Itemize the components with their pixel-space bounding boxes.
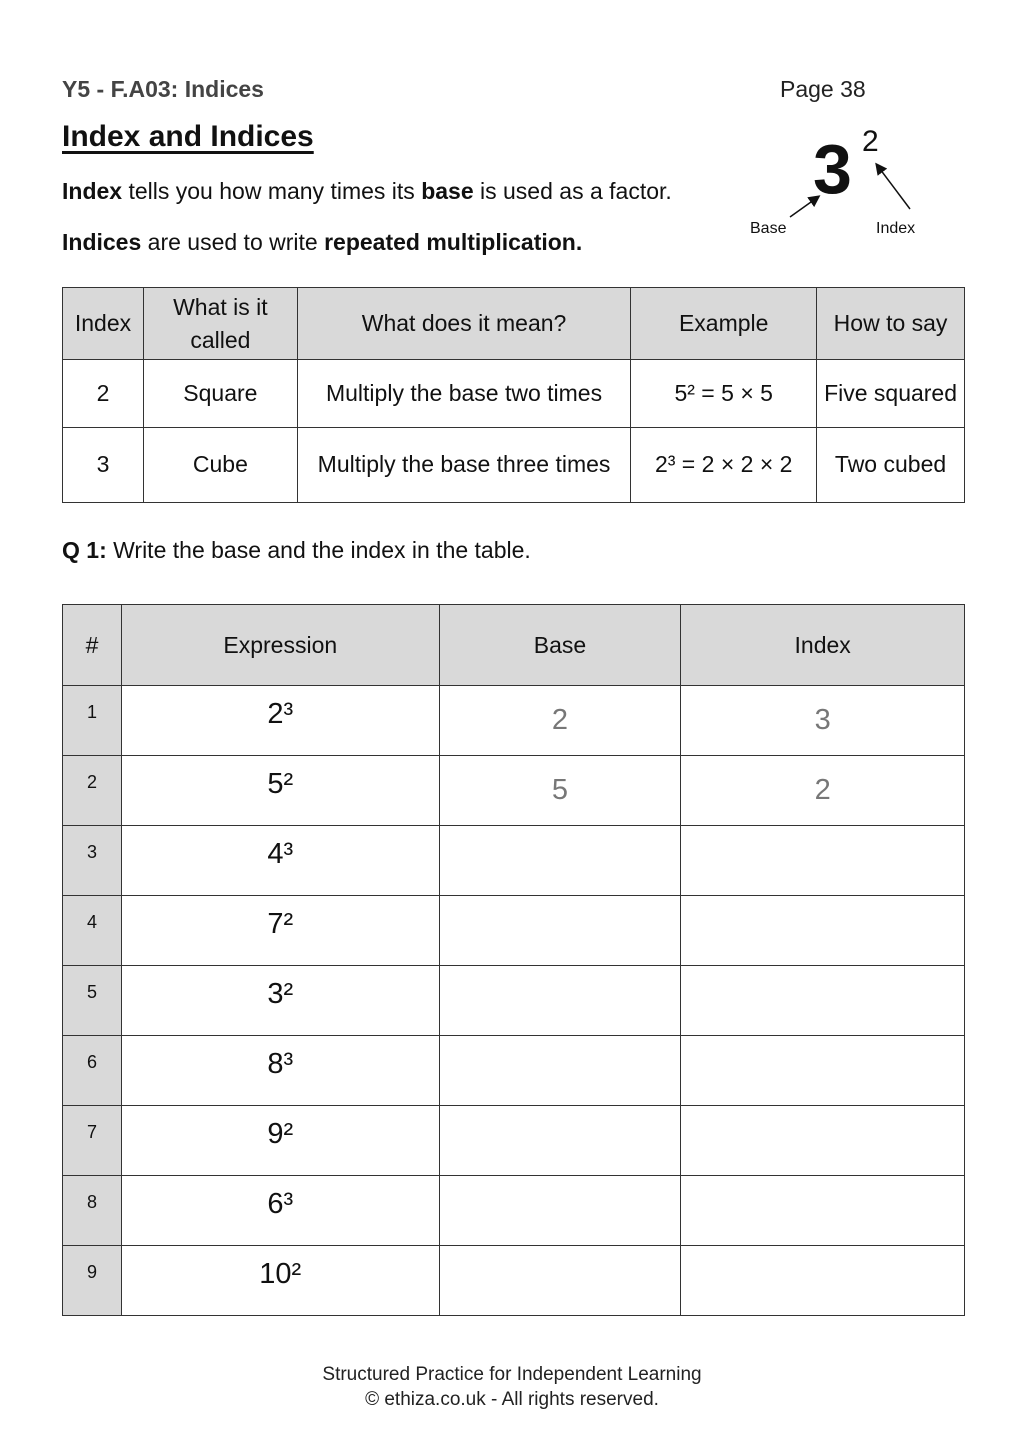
base-answer-cell[interactable] <box>439 1106 681 1176</box>
footer-tagline: Structured Practice for Independent Learning <box>322 1364 702 1385</box>
practice-row <box>63 826 965 896</box>
info-header-how-to-say: How to say <box>817 288 965 360</box>
index-answer-cell[interactable] <box>681 1036 965 1106</box>
worksheet-code: Y5 - F.A03: Indices <box>62 76 264 102</box>
diagram-base-label: Base <box>750 220 787 237</box>
row-number: 9 <box>63 1246 122 1316</box>
row-number: 3 <box>63 826 122 896</box>
expression-cell: 10² <box>121 1246 439 1316</box>
info-header-called: What is it called <box>143 288 297 360</box>
info-cell-called: Cube <box>143 428 297 503</box>
base-answer-cell[interactable] <box>439 966 681 1036</box>
base-answer-cell[interactable] <box>439 826 681 896</box>
info-header-index: Index <box>63 288 144 360</box>
base-answer-cell[interactable] <box>439 1036 681 1106</box>
info-header-example: Example <box>631 288 817 360</box>
practice-row <box>63 896 965 966</box>
info-cell-called: Square <box>143 360 297 428</box>
practice-row <box>63 1246 965 1316</box>
practice-header-index: Index <box>681 605 965 686</box>
expression-cell: 3² <box>121 966 439 1036</box>
practice-header-expression: Expression <box>121 605 439 686</box>
row-number: 8 <box>63 1176 122 1246</box>
expression-cell: 5² <box>121 756 439 826</box>
row-number: 4 <box>63 896 122 966</box>
practice-table <box>62 604 965 1316</box>
info-table-header-row <box>63 288 965 360</box>
base-answer-cell[interactable] <box>439 1176 681 1246</box>
expression-cell: 4³ <box>121 826 439 896</box>
practice-row <box>63 1106 965 1176</box>
row-number: 1 <box>63 686 122 756</box>
practice-header-base: Base <box>439 605 681 686</box>
index-answer-cell[interactable]: 3 <box>681 686 965 756</box>
base-answer-cell[interactable] <box>439 1246 681 1316</box>
term-repeated-multiplication: repeated multiplication. <box>324 229 583 255</box>
index-answer-cell[interactable] <box>681 1246 965 1316</box>
base-answer-cell[interactable]: 5 <box>439 756 681 826</box>
row-number: 7 <box>63 1106 122 1176</box>
question-1 <box>62 537 531 564</box>
expression-cell: 7² <box>121 896 439 966</box>
practice-row <box>63 686 965 756</box>
diagram-index-digit: 2 <box>862 125 879 158</box>
diagram-index-label: Index <box>876 220 916 237</box>
index-answer-cell[interactable] <box>681 1106 965 1176</box>
info-cell-meaning: Multiply the base three times <box>297 428 631 503</box>
question-text: Write the base and the index in the table. <box>106 537 531 563</box>
footer-copyright: © ethiza.co.uk - All rights reserved. <box>365 1389 659 1410</box>
row-number: 6 <box>63 1036 122 1106</box>
index-answer-cell[interactable] <box>681 896 965 966</box>
index-answer-cell[interactable] <box>681 826 965 896</box>
index-info-table <box>62 287 965 503</box>
diagram-base-digit: 3 <box>813 130 852 208</box>
definition-indices: Indices are used to write repeated multiplication. <box>62 229 583 255</box>
index-answer-cell[interactable] <box>681 966 965 1036</box>
info-cell-example: 2³ = 2 × 2 × 2 <box>631 428 817 503</box>
base-answer-cell[interactable] <box>439 896 681 966</box>
info-table-row <box>63 360 965 428</box>
index-answer-cell[interactable]: 2 <box>681 756 965 826</box>
practice-row <box>63 1176 965 1246</box>
term-indices: Indices <box>62 229 142 255</box>
index-diagram <box>740 125 950 245</box>
info-header-meaning: What does it mean? <box>297 288 631 360</box>
info-cell-index: 2 <box>63 360 144 428</box>
info-cell-example: 5² = 5 × 5 <box>631 360 817 428</box>
expression-cell: 6³ <box>121 1176 439 1246</box>
info-cell-meaning: Multiply the base two times <box>297 360 631 428</box>
practice-header-row <box>63 605 965 686</box>
row-number: 5 <box>63 966 122 1036</box>
page-title: Index and Indices <box>62 120 314 153</box>
practice-row <box>63 966 965 1036</box>
row-number: 2 <box>63 756 122 826</box>
info-cell-how-to-say: Two cubed <box>817 428 965 503</box>
page-number: Page 38 <box>780 76 866 102</box>
term-index: Index <box>62 178 123 204</box>
practice-row <box>63 1036 965 1106</box>
term-base: base <box>421 178 474 204</box>
expression-cell: 9² <box>121 1106 439 1176</box>
practice-header-number: # <box>63 605 122 686</box>
question-label: Q 1: <box>62 537 107 563</box>
base-answer-cell[interactable]: 2 <box>439 686 681 756</box>
definition-index: Index tells you how many times its base is used as a factor. <box>62 178 672 204</box>
practice-row <box>63 756 965 826</box>
index-answer-cell[interactable] <box>681 1176 965 1246</box>
info-cell-index: 3 <box>63 428 144 503</box>
info-cell-how-to-say: Five squared <box>817 360 965 428</box>
expression-cell: 2³ <box>121 686 439 756</box>
index-arrow <box>877 165 910 209</box>
info-table-row <box>63 428 965 503</box>
expression-cell: 8³ <box>121 1036 439 1106</box>
